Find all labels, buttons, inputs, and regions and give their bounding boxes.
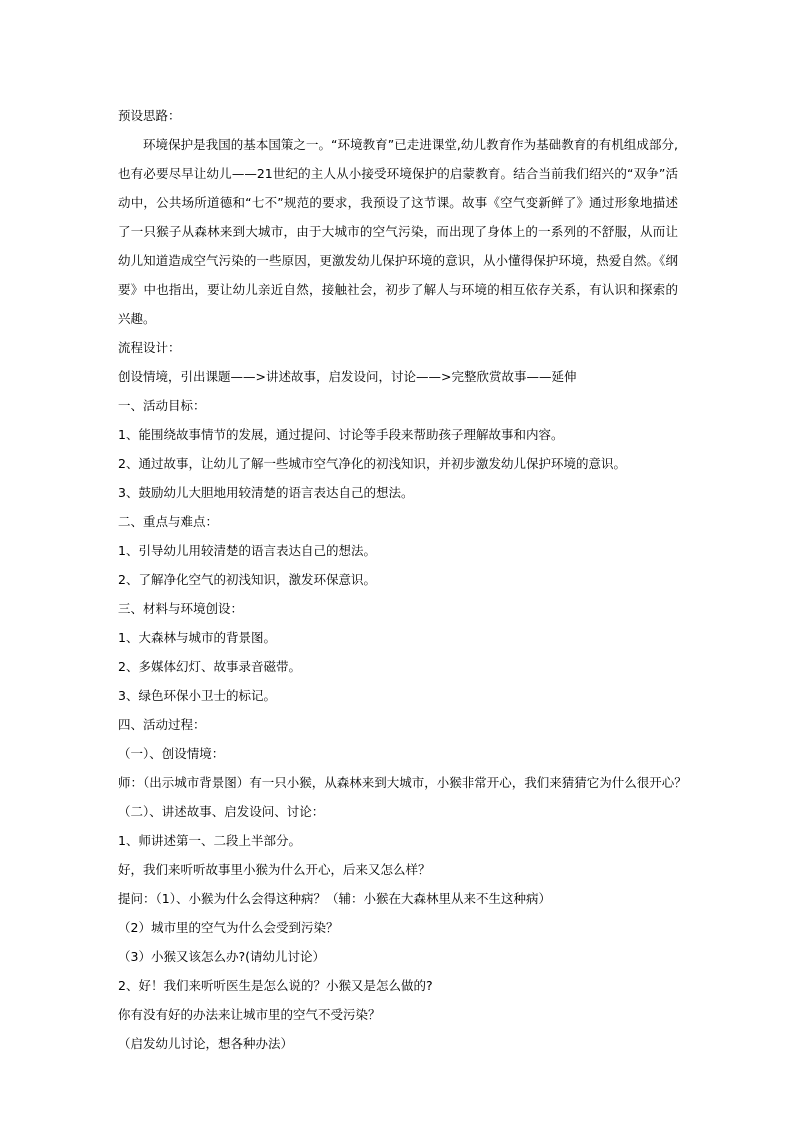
flow-text: 创设情境，引出课题——>讲述故事，启发设问，讨论——>完整欣赏故事——延伸	[118, 369, 577, 384]
document-page	[118, 101, 687, 1058]
section-title-process: 四、活动过程：	[118, 717, 206, 732]
step-text: 2、好！我们来听听医生是怎么说的？小猴又是怎么做的?	[118, 978, 433, 993]
material-item: 2、多媒体幻灯、故事录音磁带。	[118, 659, 301, 674]
preset-heading: 预设思路：	[118, 108, 181, 123]
key-point-item: 1、引导幼儿用较清楚的语言表达自己的想法。	[118, 543, 376, 558]
material-item: 1、大森林与城市的背景图。	[118, 630, 276, 645]
step-text: 1、师讲述第一、二段上半部分。	[118, 833, 301, 848]
goal-item: 3、鼓励幼儿大胆地用较清楚的语言表达自己的想法。	[118, 485, 414, 500]
material-item: 3、绿色环保小卫士的标记。	[118, 688, 276, 703]
key-point-item: 2、了解净化空气的初浅知识，激发环保意识。	[118, 572, 376, 587]
step-text: 提问：（1）、小猴为什么会得这种病？（辅：小猴在大森林里从来不生这种病）	[118, 891, 551, 906]
section-title-materials: 三、材料与环境创设：	[118, 601, 244, 616]
step-text: （2）城市里的空气为什么会受到污染？	[118, 920, 339, 935]
step-title: （一）、创设情境：	[118, 746, 225, 761]
step-text: （3）小猴又该怎么办?(请幼儿讨论）	[118, 949, 325, 964]
step-text: 师：（出示城市背景图）有一只小猴，从森林来到大城市，小猴非常开心，我们来猜猜它为什么很开心？	[118, 775, 687, 790]
step-text: 好，我们来听听故事里小猴为什么开心，后来又怎么样？	[118, 862, 431, 877]
intro-paragraph: 环境保护是我国的基本国策之一。“环境教育”已走进课堂,幼儿教育作为基础教育的有机组成部分,也有必要尽早让幼儿——21世纪的主人从小接受环境保护的启蒙教育。结合当前我们绍兴的“双争”活动中，公共场所道德和“七不”规范的要求，我预设了这节课。故事《空气变新鲜了》通过形象地描述了一只猴子从森林来到大城市，由于大城市的空气污染，而出现了身体上的一系列的不舒服，从而让幼儿知道造成空气污染的一些原因，更激发幼儿保护环境的意识，从小懂得保护环境，热爱自然。《纲要》中也指出，要让幼儿亲近自然，接触社会，初步了解人与环境的相互依存关系，有认识和探索的兴趣。	[118, 137, 678, 326]
goal-item: 1、能围绕故事情节的发展，通过提问、讨论等手段来帮助孩子理解故事和内容。	[118, 427, 564, 442]
flow-heading: 流程设计：	[118, 340, 181, 355]
step-text: （启发幼儿讨论，想各种办法）	[118, 1036, 294, 1051]
section-title-key-points: 二、重点与难点：	[118, 514, 219, 529]
step-text: 你有没有好的办法来让城市里的空气不受污染？	[118, 1007, 381, 1022]
section-title-goals: 一、活动目标：	[118, 398, 206, 413]
goal-item: 2、通过故事，让幼儿了解一些城市空气净化的初浅知识，并初步激发幼儿保护环境的意识。	[118, 456, 626, 471]
step-title: （二）、讲述故事、启发设问、讨论：	[118, 804, 325, 819]
